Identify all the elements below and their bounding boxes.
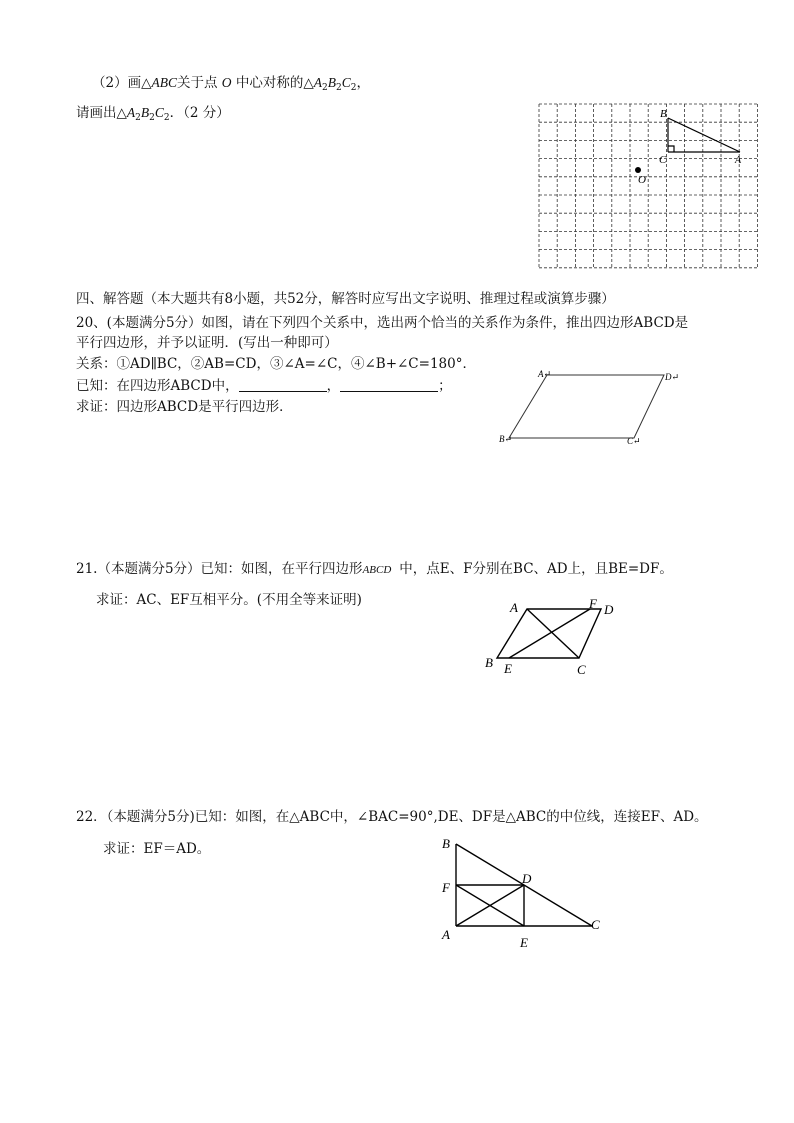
- q21-label-e: E: [504, 661, 512, 676]
- point-o-marker: [635, 167, 641, 173]
- q21-line1: [76, 560, 673, 579]
- grid-label-a: A: [735, 155, 742, 166]
- q22-label-b: B: [442, 836, 450, 851]
- q20-label-b: B↵: [499, 434, 513, 444]
- q22-line1: 22．（本题满分5分)已知：如图，在△ABC中，∠BAC=90°,DE、DF是△ABC的中位线，连接EF、AD。: [76, 809, 708, 825]
- q20-blank-2[interactable]: [340, 378, 438, 392]
- q21-label-a: A: [510, 600, 518, 615]
- q20-given-prefix: 已知：在四边形ABCD中，: [76, 378, 239, 394]
- q22-label-e: E: [520, 935, 528, 950]
- q21-prove: 求证：AC、EF互相平分。(不用全等来证明): [96, 592, 362, 608]
- q21-label-b: B: [485, 655, 493, 670]
- q19-part2-line: （2）画△ABC关于点 O 中心对称的$\triangle A_2B_2C_2$，: [92, 75, 370, 93]
- q22-label-a: A: [442, 927, 450, 942]
- q19-part2-draw: 请画出$\triangle A_2B_2C_2$．（2 分）: [76, 105, 230, 123]
- q20-label-c: C↵: [627, 436, 641, 446]
- q21-label-d: D: [604, 602, 614, 617]
- q20-label-a: A↵: [538, 369, 552, 379]
- q20-given-sep: ，: [326, 378, 341, 394]
- q20-blank-1[interactable]: [239, 378, 327, 392]
- q22-label-c: C: [591, 917, 600, 932]
- q22-triangle-figure: [436, 832, 626, 962]
- q22-prove: 求证：EF＝AD。: [103, 841, 211, 857]
- q20-label-d: D↵: [665, 372, 680, 382]
- q20-given: [76, 377, 452, 395]
- q20-line2: 平行四边形，并予以证明．(写出一种即可）: [76, 335, 338, 351]
- q20-relations: 关系：①AD∥BC，②AB=CD，③∠A=∠C，④∠B+∠C=180°．: [76, 356, 476, 372]
- q21-label-c: C: [577, 662, 586, 677]
- q21-line1-abcd: ABCD: [362, 564, 392, 576]
- q21-line1-b: 中，点E、F分别在BC、AD上，且BE=DF。: [399, 561, 673, 577]
- section-heading: 四、解答题（本大题共有8小题，共52分，解答时应写出文字说明、推理过程或演算步骤）: [76, 291, 615, 307]
- q20-parallelogram-figure: [498, 368, 678, 448]
- q20-prove: 求证：四边形ABCD是平行四边形．: [76, 399, 293, 415]
- q21-line1-a: 21.（本题满分5分）已知：如图，在平行四边形: [76, 561, 363, 577]
- q22-label-f: F: [442, 880, 450, 895]
- grid-label-o: O: [638, 174, 646, 186]
- grid-label-b: B: [660, 108, 667, 120]
- grid-label-c: C: [659, 154, 667, 166]
- q20-given-end: ；: [438, 378, 452, 394]
- q19-grid-figure: [537, 102, 757, 272]
- q20-line1: 20、(本题满分5分）如图，请在下列四个关系中，选出两个恰当的关系作为条件，推出四边形ABCD是: [76, 315, 689, 331]
- q22-label-d: D: [522, 871, 532, 886]
- q21-parallelogram-figure: [480, 594, 630, 684]
- q21-label-f: F: [589, 596, 597, 611]
